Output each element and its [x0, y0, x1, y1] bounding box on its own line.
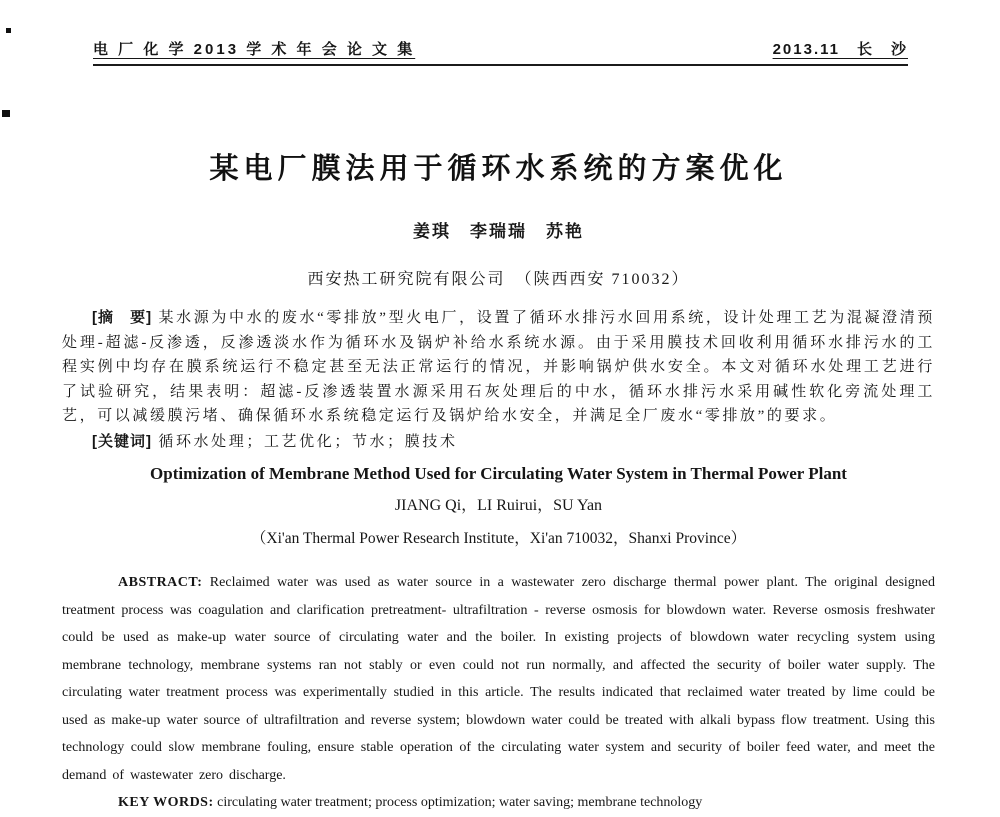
- keywords-chinese: [62, 430, 935, 455]
- affiliation-chinese: 西安热工研究院有限公司 （陕西西安 710032）: [307, 271, 690, 288]
- keywords-english-label: KEY WORDS:: [118, 795, 214, 810]
- abstract-chinese: [62, 306, 935, 429]
- affiliation-english: （Xi'an Thermal Power Research Institute，Xi'an 710032，Shanxi Province）: [250, 530, 747, 547]
- keywords-chinese-label: [关键词]: [92, 432, 152, 450]
- authors-english: JIANG Qi，LI Ruirui，SU Yan: [394, 497, 603, 514]
- abstract-chinese-label: [摘 要]: [92, 309, 153, 326]
- abstract-english: [62, 569, 935, 789]
- proceedings-title: 电 厂 化 学 2013 学 术 年 会 论 文 集: [93, 41, 416, 58]
- abstract-english-text: Reclaimed water was used as water source in a wastewater zero discharge thermal power plant. The original designed treatment process was coagulation and clarification pretreatment- ultrafiltration - reverse osmosis for blowdown water. Reverse osmosis freshwater could be used as make-up water source of circulating water and the boiler. In existing projects of blowdown water recycling system using membrane technology, membrane systems ran not stably or even could not run normally, and affected the security of boiler water supply. The circulating water treatment process was experimentally studied in this article. The results indicated that reclaimed water treated by lime could be used as make-up water source of ultrafiltration and reverse system; blowdown water could be treated with alkali bypass flow treatment. Using this technology could slow membrane fouling, ensure stable operation of the circulating water system and security of boiler feed water, and meet the demand of wastewater zero discharge.: [62, 575, 936, 783]
- keywords-chinese-text: 循环水处理；工艺优化；节水；膜技术: [158, 433, 458, 450]
- scan-artifact: [6, 28, 11, 33]
- abstract-chinese-text: 某水源为中水的废水“零排放”型火电厂，设置了循环水排污水回用系统，设计处理工艺为混凝澄清预处理-超滤-反渗透，反渗透淡水作为循环水及锅炉补给水系统水源。由于采用膜技术回收利用循环水排污水的工程实例中均存在膜系统运行不稳定甚至无法正常运行的情况，并影响锅炉供水安全。本文对循环水处理工艺进行了试验研究，结果表明：超滤-反渗透装置水源采用石灰处理后的中水，循环水排污水采用碱性软化旁流处理工艺，可以减缓膜污堵、确保循环水系统稳定运行及锅炉给水安全，并满足全厂废水“零排放”的要求。: [62, 310, 935, 424]
- scan-artifact: [2, 110, 10, 117]
- paper-title-chinese: 某电厂膜法用于循环水系统的方案优化: [209, 153, 788, 185]
- conference-date-location: 2013.11 长 沙: [772, 41, 908, 58]
- paper-title-english: Optimization of Membrane Method Used for Circulating Water System in Thermal Power Plant: [150, 464, 847, 483]
- abstract-english-label: ABSTRACT:: [118, 575, 203, 590]
- keywords-english: [62, 789, 935, 817]
- running-header: [93, 38, 908, 66]
- keywords-english-text: circulating water treatment; process optimization; water saving; membrane technology: [217, 795, 703, 810]
- authors-chinese: 姜琪 李瑞瑞 苏艳: [413, 222, 584, 241]
